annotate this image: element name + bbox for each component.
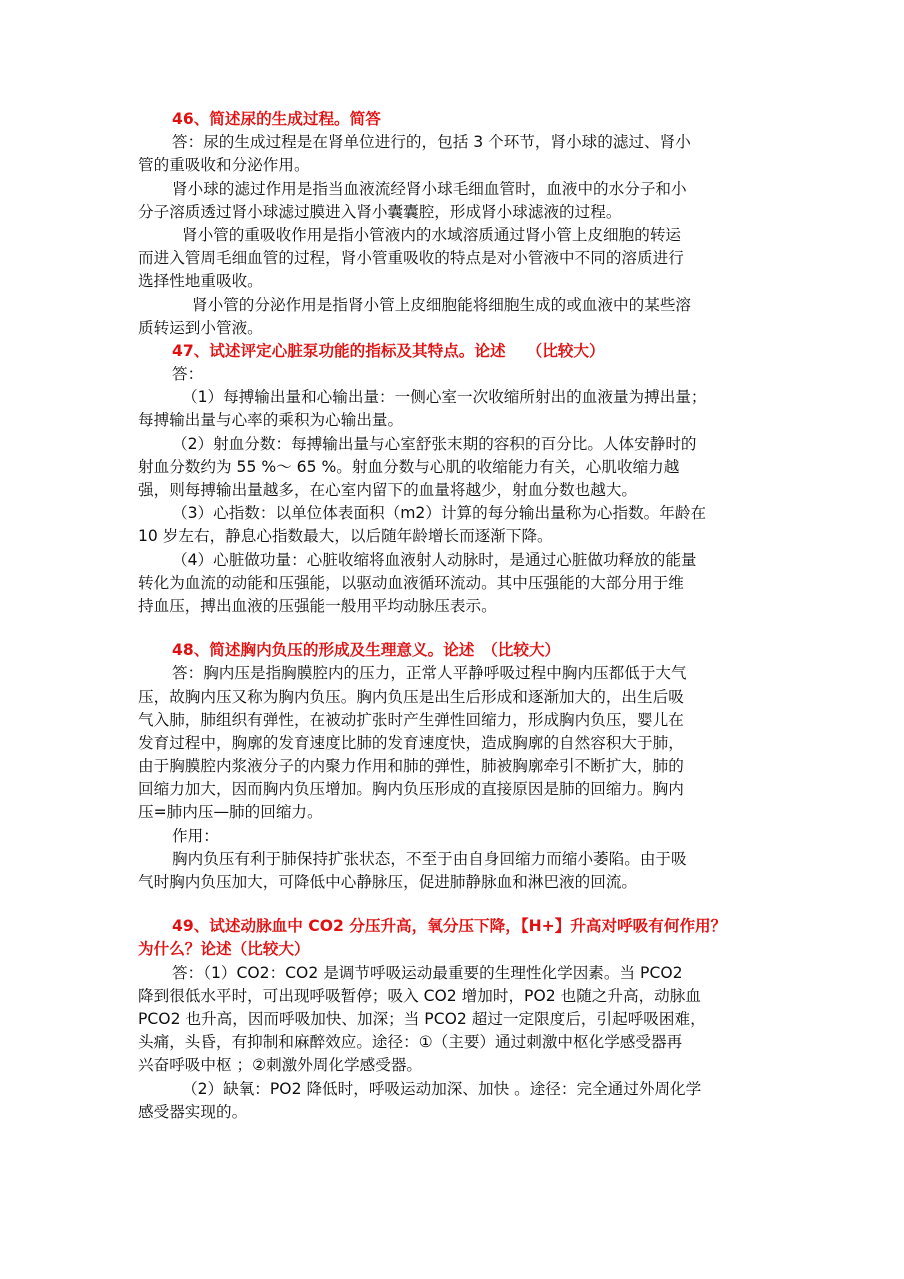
section-47-line: 转化为血流的动能和压强能，以驱动血液循环流动。其中压强能的大部分用于维: [138, 573, 684, 592]
section-spacer: [138, 618, 774, 639]
section-47-line: 射血分数约为 55 %～ 65 %。射血分数与心肌的收缩能力有关，心肌收缩力越: [138, 457, 680, 476]
section-46-line: 选择性地重吸收。: [138, 272, 263, 291]
section-49-line: 感受器实现的。: [138, 1102, 248, 1121]
section-47-line: 每搏输出量与心率的乘积为心输出量。: [138, 411, 404, 430]
section-48-line: 压，故胸内压又称为胸内负压。胸内负压是出生后形成和逐渐加大的，出生后吸: [138, 687, 684, 706]
section-49-heading: 49、试述动脉血中 CO2 分压升高，氧分压下降，【H+】升高对呼吸有何作用？: [172, 917, 727, 936]
section-48-line: 由于胸膜腔内浆液分子的内聚力作用和肺的弹性，肺被胸廓牵引不断扩大，肺的: [138, 757, 684, 776]
section-48-line: 胸内负压有利于肺保持扩张状态，不至于由自身回缩力而缩小萎陷。由于吸: [172, 849, 687, 868]
section-47-line: （3）心指数：以单位体表面积（m2）计算的每分输出量称为心指数。年龄在: [172, 504, 707, 523]
section-47-line: 答：: [172, 365, 204, 384]
section-48-line: 气时胸内负压加大，可降低中心静脉压，促进肺静脉血和淋巴液的回流。: [138, 873, 638, 891]
section-48-line: 作用：: [172, 826, 219, 845]
section-49-heading-continued: 为什么？论述（比较大）: [138, 940, 310, 959]
section-47-line: （4）心脏做功量：心脏收缩将血液射人动脉时，是通过心脏做功释放的能量: [172, 550, 697, 569]
section-46-line: 肾小管的重吸收作用是指小管液内的水域溶质通过肾小管上皮细胞的转运: [182, 225, 682, 244]
section-48-heading: 48、简述胸内负压的形成及生理意义。论述 （比较大）: [172, 641, 561, 660]
section-48-line: 答：胸内压是指胸膜腔内的压力，正常人平静呼吸过程中胸内压都低于大气: [172, 664, 687, 683]
section-49-line: 答：（1）CO2：CO2 是调节呼吸运动最重要的生理性化学因素。当 PCO2: [172, 963, 683, 982]
section-46-line: 管的重吸收和分泌作用。: [138, 156, 310, 175]
section-47-heading: 47、试述评定心脏泵功能的指标及其特点。论述 （比较大）: [172, 341, 605, 360]
section-48-line: 压=肺内压—肺的回缩力。: [138, 803, 323, 822]
section-49-line: 兴奋呼吸中枢 ；②刺激外周化学感受器。: [138, 1056, 423, 1075]
section-48-line: 气入肺，肺组织有弹性，在被动扩张时产生弹性回缩力，形成胸内负压，婴儿在: [138, 710, 684, 729]
section-47-line: 持血压，搏出血液的压强能一般用平均动脉压表示。: [138, 596, 497, 615]
section-47-line: 10 岁左右，静息心指数最大，以后随年龄增长而逐渐下降。: [138, 527, 553, 546]
section-46-line: 而进入管周毛细血管的过程，肾小管重吸收的特点是对小管液中不同的溶质进行: [138, 249, 684, 268]
section-49-line: （2）缺氧：PO2 降低时，呼吸运动加深、加快 。途径：完全通过外周化学: [182, 1079, 702, 1098]
section-46-line: 质转运到小管液。: [138, 318, 263, 337]
section-48-line: 回缩力加大，因而胸内负压增加。胸内负压形成的直接原因是肺的回缩力。胸内: [138, 780, 684, 799]
section-47-line: （2）射血分数：每搏输出量与心室舒张末期的容积的百分比。人体安静时的: [172, 434, 697, 453]
section-49-line: 头痛，头昏，有抑制和麻醉效应。途径：①（主要）通过刺激中枢化学感受器再: [138, 1033, 683, 1052]
section-46-line: 肾小球的滤过作用是指当血液流经肾小球毛细血管时，血液中的水分子和小: [172, 179, 687, 198]
section-47-line: （1）每搏输出量和心输出量：一侧心室一次收缩所射出的血液量为搏出量；: [182, 388, 707, 407]
section-47-line: 强，则每搏输出量越多，在心室内留下的血量将越少，射血分数也越大。: [138, 481, 638, 499]
section-49-line: 降到很低水平时，可出现呼吸暂停；吸入 CO2 增加时，PO2 也随之升高，动脉血: [138, 986, 701, 1005]
section-49-line: PCO2 也升高，因而呼吸加快、加深；当 PCO2 超过一定限度后，引起呼吸困难，: [138, 1009, 706, 1028]
section-46-line: 答：尿的生成过程是在肾单位进行的，包括 3 个环节，肾小球的滤过、肾小: [172, 133, 691, 152]
section-46-line: 肾小管的分泌作用是指肾小管上皮细胞能将细胞生成的或血液中的某些溶: [192, 295, 692, 314]
document-page: [138, 108, 774, 1124]
section-48-line: 发育过程中，胸廓的发育速度比肺的发育速度快，造成胸廓的自然容积大于肺，: [138, 733, 684, 752]
section-46-line: 分子溶质透过肾小球滤过膜进入肾小囊囊腔，形成肾小球滤液的过程。: [138, 202, 622, 221]
section-46-heading: 46、简述尿的生成过程。简答: [172, 110, 381, 128]
section-spacer: [138, 894, 774, 915]
